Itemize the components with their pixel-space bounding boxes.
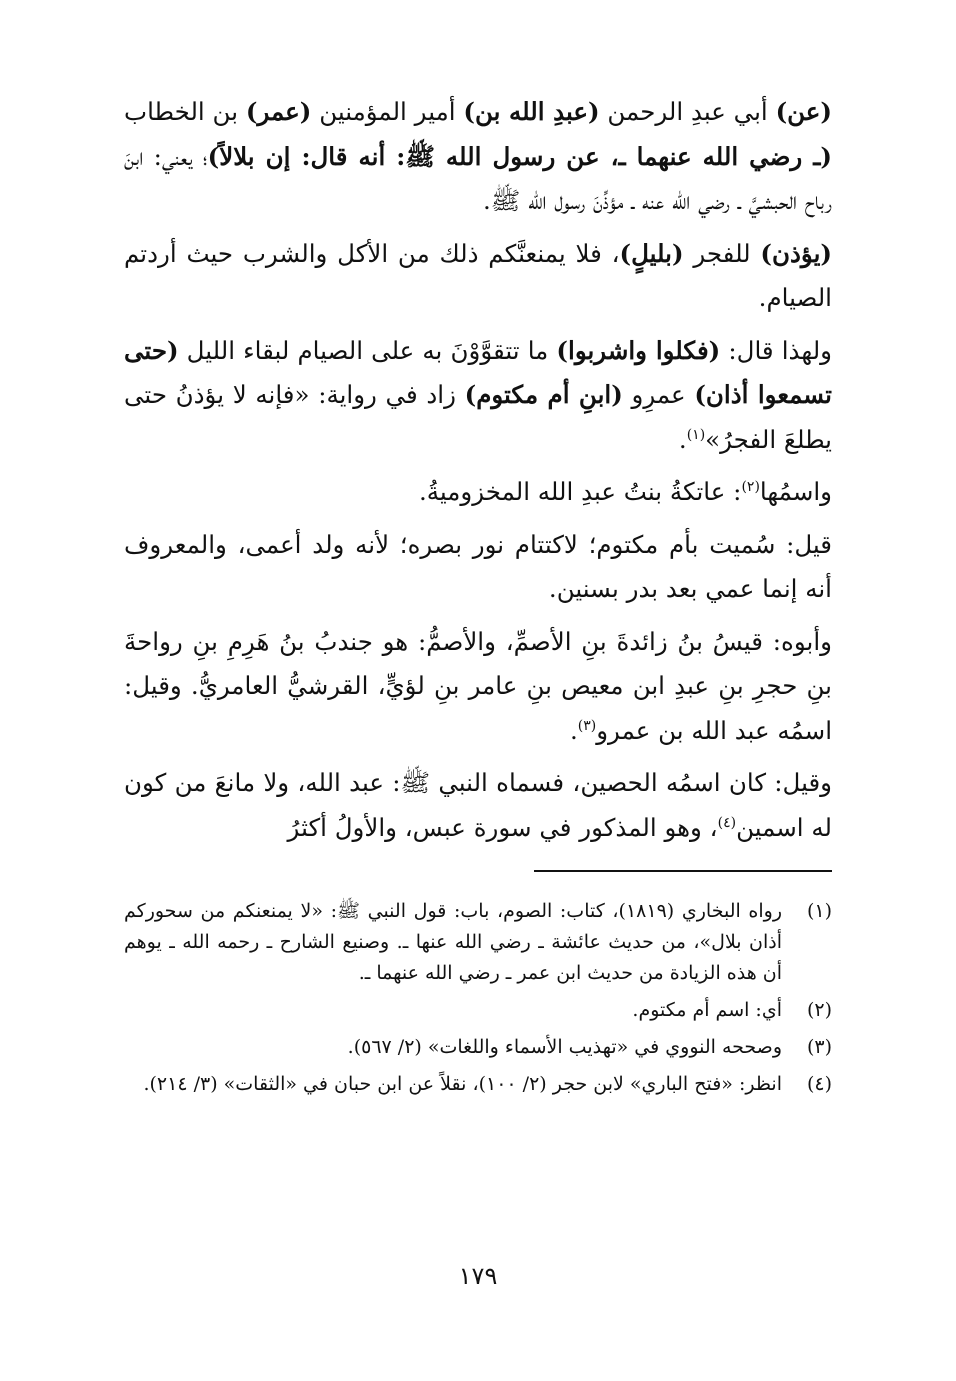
footnote (124, 1069, 832, 1100)
footnote-marker[interactable]: (٢) (741, 478, 760, 495)
text-segment: ولهذا قال: (720, 335, 832, 365)
footnote-text: أي: اسم أم مكتوم. (632, 999, 782, 1021)
paragraph (124, 232, 832, 321)
paragraph (124, 523, 832, 612)
footnote-number: (١) (806, 900, 832, 922)
footnote-number: (٣) (806, 1036, 832, 1058)
bold-segment: (فكلوا واشربوا) (556, 335, 721, 365)
text-segment: ما تتقوَّوْنَ به على الصيام لبقاء الليل (178, 335, 557, 365)
bold-segment: (حتى تسمعوا أذان) (124, 335, 832, 409)
footnote (124, 995, 832, 1026)
text-segment: قيل: سُميت بأم مكتوم؛ لاكتتام نور بصره؛ لأنه ولد أعمى، والمعروف أنه إنما عمي بعد بدر بسنين. (124, 529, 832, 603)
bold-segment: (ابنِ أم مكتوم) (464, 380, 623, 409)
bold-segment: (يؤذن) (760, 238, 832, 268)
paragraph (124, 620, 832, 754)
text-segment: . (678, 424, 687, 454)
footnote-marker[interactable]: (٤) (717, 814, 737, 831)
text-segment: وأبوه: قيسُ بنُ زائدةَ بنِ الأصمِّ، والأصمُّ: هو جندبُ بنُ هَرِمِ بنِ رواحةَ بنِ حجرِ بنِ عبدِ ابن معيص بنِ عامر بنِ لؤيٍّ، القرشيُّ العامريُّ. وقيل: اسمُه عبد الله بن عمرو (124, 626, 832, 745)
footnote-text: رواه البخاري (١٨١٩)، كتاب: الصوم، باب: قول النبي ﷺ: «لا يمنعنكم من سحوركم أذان بلال»، من حديث عائشة ـ رضي الله عنها ـ. وصنيع الشارح ـ رحمه الله ـ يوهم أن هذه الزيادة من حديث ابن عمر ـ رضي الله عنهما ـ. (124, 900, 782, 984)
footnote-marker[interactable]: (١) (686, 426, 706, 443)
footnote-number: (٤) (806, 1073, 832, 1095)
bold-segment: (ـ رضي الله عنهما ـ، عن رسول الله ﷺ: أنه قال: إن بلالاً) (207, 141, 832, 171)
bold-segment: (عن) (775, 97, 833, 126)
bold-segment: (عبدِ الله بن) (463, 97, 600, 126)
footnotes (124, 896, 832, 1100)
text-segment: . (569, 715, 578, 745)
page-number: ١٧٩ (458, 1262, 498, 1290)
text-segment: عمرِو (622, 380, 695, 409)
paragraph (124, 470, 832, 515)
text-segment: أمير المؤمنين (311, 97, 464, 126)
footnote (124, 1032, 832, 1063)
text-segment: ، وهو المذكور في سورة عبس، والأولُ أكثرُ (287, 812, 718, 842)
footnote-text: وصححه النووي في «تهذيب الأسماء واللغات» (٢/ ٥٦٧). (347, 1036, 782, 1058)
footnote-divider (534, 870, 832, 872)
text-segment: وقيل: كان اسمُه الحصين، فسماه النبي ﷺ: عبد الله، ولا مانعَ من كون له اسمين (124, 768, 832, 842)
footnote-number: (٢) (806, 999, 832, 1021)
bold-segment: (عمر) (245, 97, 312, 126)
footnote-text: انظر: «فتح الباري» لابن حجر (٢/ ١٠٠)، نقلاً عن ابن حبان في «الثقات» (٣/ ٢١٤). (143, 1073, 782, 1095)
paragraph (124, 90, 832, 224)
footnote (124, 896, 832, 989)
text-segment: واسمُها (759, 477, 832, 506)
bold-segment: (بليلٍ) (619, 238, 684, 268)
text-segment: : عاتكةُ بنتُ عبدِ الله المخزوميةُ. (418, 477, 742, 506)
text-segment: ، فلا يمنعنَّكم ذلك من الأكل والشرب حيث أردتم الصيام. (124, 238, 832, 312)
footnote-marker[interactable]: (٣) (577, 717, 597, 734)
main-text (124, 90, 832, 850)
paragraph (124, 329, 832, 463)
text-segment: للفجر (683, 238, 761, 268)
text-segment: ؛ يعني: ابنَ رباح الحبشيَّ ـ رضي الله عنه ـ مؤذِّنَ رسول الله ﷺ. (124, 141, 832, 215)
paragraph (124, 761, 832, 850)
text-segment: أبي عبدِ الرحمن (599, 97, 776, 126)
text-segment: زاد في رواية: «فإنه لا يؤذنُ حتى يطلعَ الفجرُ» (124, 380, 832, 454)
text-segment: بن الخطاب (124, 97, 246, 126)
